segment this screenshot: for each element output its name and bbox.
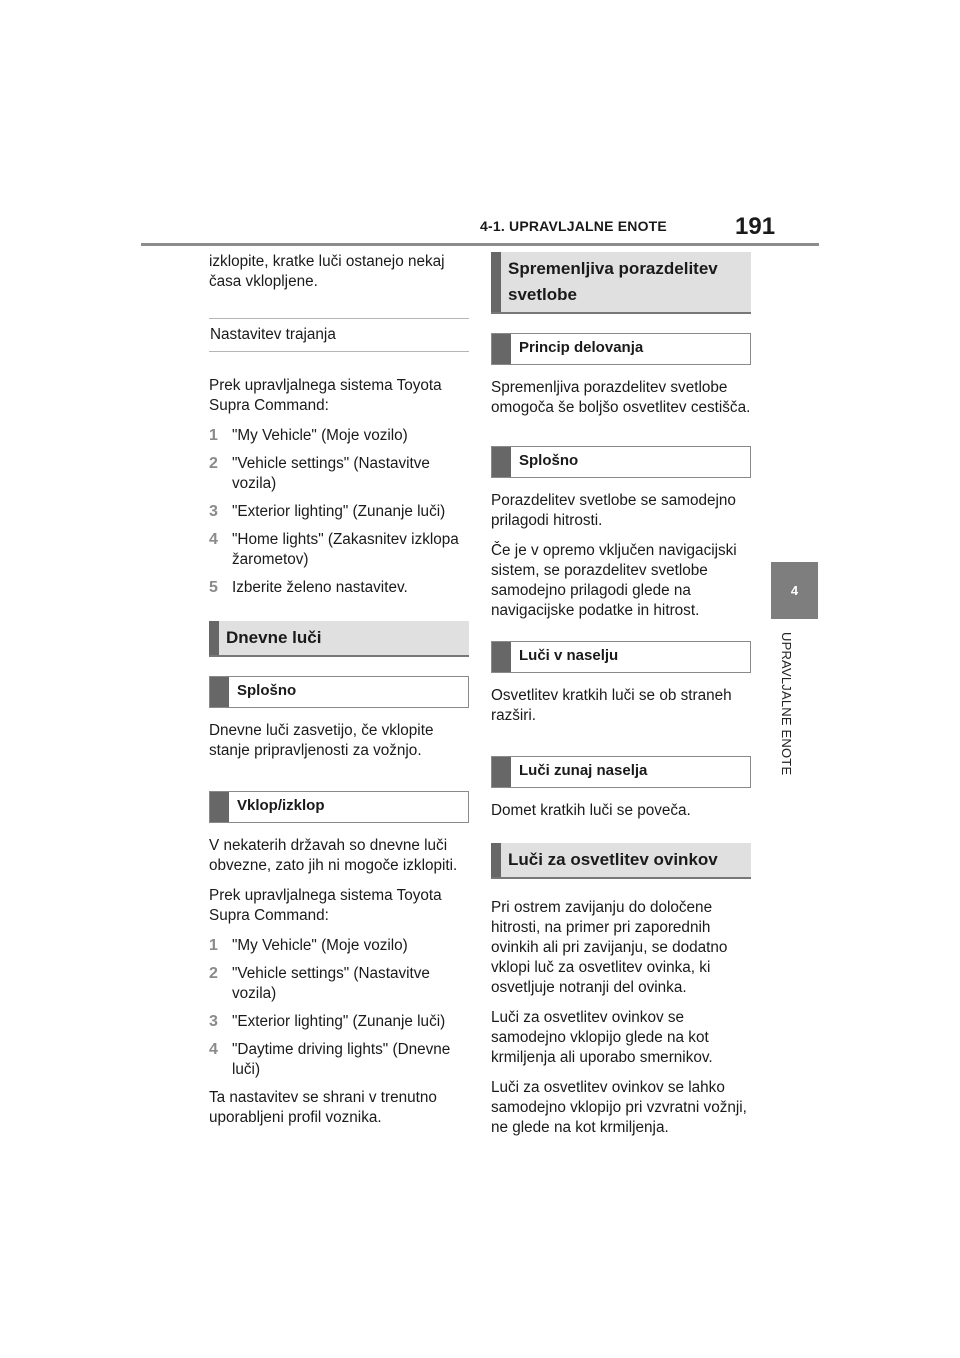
general-paragraph-1: Porazdelitev svetlobe se samodejno prilagodi hitrosti. (491, 492, 736, 529)
step-item (209, 454, 469, 494)
cornering-paragraph-3: Luči za osvetlitev ovinkov se lahko samodejno vklopijo pri vzvratni vožnji, ne glede na kot krmiljenja. (491, 1079, 747, 1136)
section-heading-text: Dnevne luči (226, 628, 322, 647)
step-item (209, 530, 469, 570)
section-heading-text: Spremenljiva porazdelitev svetlobe (508, 259, 718, 304)
cornering-paragraph-2: Luči za osvetlitev ovinkov se samodejno vklopijo glede na kot krmiljenja ali uporabo smernikov. (491, 1009, 713, 1066)
subheading-onoff (209, 791, 469, 823)
step-number: 4 (209, 531, 218, 548)
duration-heading-text: Nastavitev trajanja (210, 326, 336, 343)
subheading-text: Luči zunaj naselja (519, 762, 648, 779)
subheading-rural (491, 756, 751, 788)
duration-intro: Prek upravljalnega sistema Toyota Supra Command: (209, 377, 442, 414)
intro-paragraph: izklopite, kratke luči ostanejo nekaj časa vklopljene. (209, 253, 445, 290)
section-heading-variable (491, 252, 751, 314)
step-number: 5 (209, 579, 218, 596)
step-text: "Exterior lighting" (Zunanje luči) (232, 503, 446, 520)
subheading-marker (210, 677, 229, 707)
step-number: 1 (209, 427, 218, 444)
subheading-text: Splošno (519, 452, 579, 469)
section-heading-cornering (491, 843, 751, 879)
cornering-paragraph-1: Pri ostrem zavijanju do določene hitrosti, na primer pri zaporednih ovinkih ali pri zavijanju, se dodatno vklopi luč za osvetlitev ovinka, ki osvetljuje notranji del ovinka. (491, 899, 728, 996)
subheading-text: Princip delovanja (519, 339, 644, 356)
step-item (209, 964, 469, 1004)
step-number: 3 (209, 503, 218, 520)
subheading-marker (492, 642, 511, 672)
section-heading-marker (491, 843, 501, 877)
subheading-marker (210, 792, 229, 822)
step-text: "My Vehicle" (Moje vozilo) (232, 427, 408, 444)
step-item (209, 426, 469, 446)
section-heading-text: Luči za osvetlitev ovinkov (508, 850, 718, 869)
chapter-side-title (768, 632, 820, 832)
onoff-paragraph: V nekaterih državah so dnevne luči obvezne, zato jih ni mogoče izklopiti. (209, 837, 458, 874)
principle-paragraph: Spremenljiva porazdelitev svetlobe omogoča še boljšo osvetlitev cestišča. (491, 379, 751, 416)
general-paragraph-2: Če je v opremo vključen navigacijski sistem, se porazdelitev svetlobe samodejno prilagodi glede na navigacijske podatke in hitrost. (491, 542, 737, 619)
section-heading-drl (209, 621, 469, 657)
left-column (209, 252, 469, 1128)
subheading-text: Vklop/izklop (237, 797, 325, 814)
duration-heading (209, 318, 469, 352)
onoff-intro: Prek upravljalnega sistema Toyota Supra Command: (209, 887, 442, 924)
subheading-text: Luči v naselju (519, 647, 619, 664)
subheading-general (209, 676, 469, 708)
step-item (209, 936, 469, 956)
chapter-tab: 4 (771, 562, 818, 619)
subheading-marker (492, 447, 511, 477)
onoff-steps (209, 936, 469, 1080)
section-heading-marker (209, 621, 219, 655)
subheading-principle (491, 333, 751, 365)
general-paragraph: Dnevne luči zasvetijo, če vklopite stanje pripravljenosti za vožnjo. (209, 722, 434, 759)
step-text: "Vehicle settings" (Nastavitve vozila) (232, 965, 430, 1002)
step-item (209, 502, 469, 522)
step-text: "Exterior lighting" (Zunanje luči) (232, 1013, 446, 1030)
rural-paragraph: Domet kratkih luči se poveča. (491, 802, 691, 819)
step-number: 2 (209, 965, 218, 982)
step-number: 4 (209, 1041, 218, 1058)
step-number: 1 (209, 937, 218, 954)
subheading-marker (492, 334, 511, 364)
step-text: "Vehicle settings" (Nastavitve vozila) (232, 455, 430, 492)
right-column (491, 252, 751, 1138)
step-text: "My Vehicle" (Moje vozilo) (232, 937, 408, 954)
closing-paragraph: Ta nastavitev se shrani v trenutno uporabljeni profil voznika. (209, 1089, 437, 1126)
step-item (209, 1040, 469, 1080)
section-title: 4-1. UPRAVLJALNE ENOTE (480, 218, 667, 234)
step-number: 3 (209, 1013, 218, 1030)
step-text: "Daytime driving lights" (Dnevne luči) (232, 1041, 451, 1078)
step-text: "Home lights" (Zakasnitev izklopa žarometov) (232, 531, 459, 568)
subheading-text: Splošno (237, 682, 297, 699)
duration-steps (209, 426, 469, 598)
step-item (209, 1012, 469, 1032)
subheading-urban (491, 641, 751, 673)
subheading-marker (492, 757, 511, 787)
step-text: Izberite želeno nastavitev. (232, 579, 408, 596)
subheading-general (491, 446, 751, 478)
chapter-side-title-text: UPRAVLJALNE ENOTE (779, 632, 794, 776)
section-heading-marker (491, 252, 501, 312)
page-number: 191 (735, 213, 776, 240)
urban-paragraph: Osvetlitev kratkih luči se ob straneh razširi. (491, 687, 732, 724)
step-item (209, 578, 469, 598)
step-number: 2 (209, 455, 218, 472)
header-divider (141, 243, 819, 246)
